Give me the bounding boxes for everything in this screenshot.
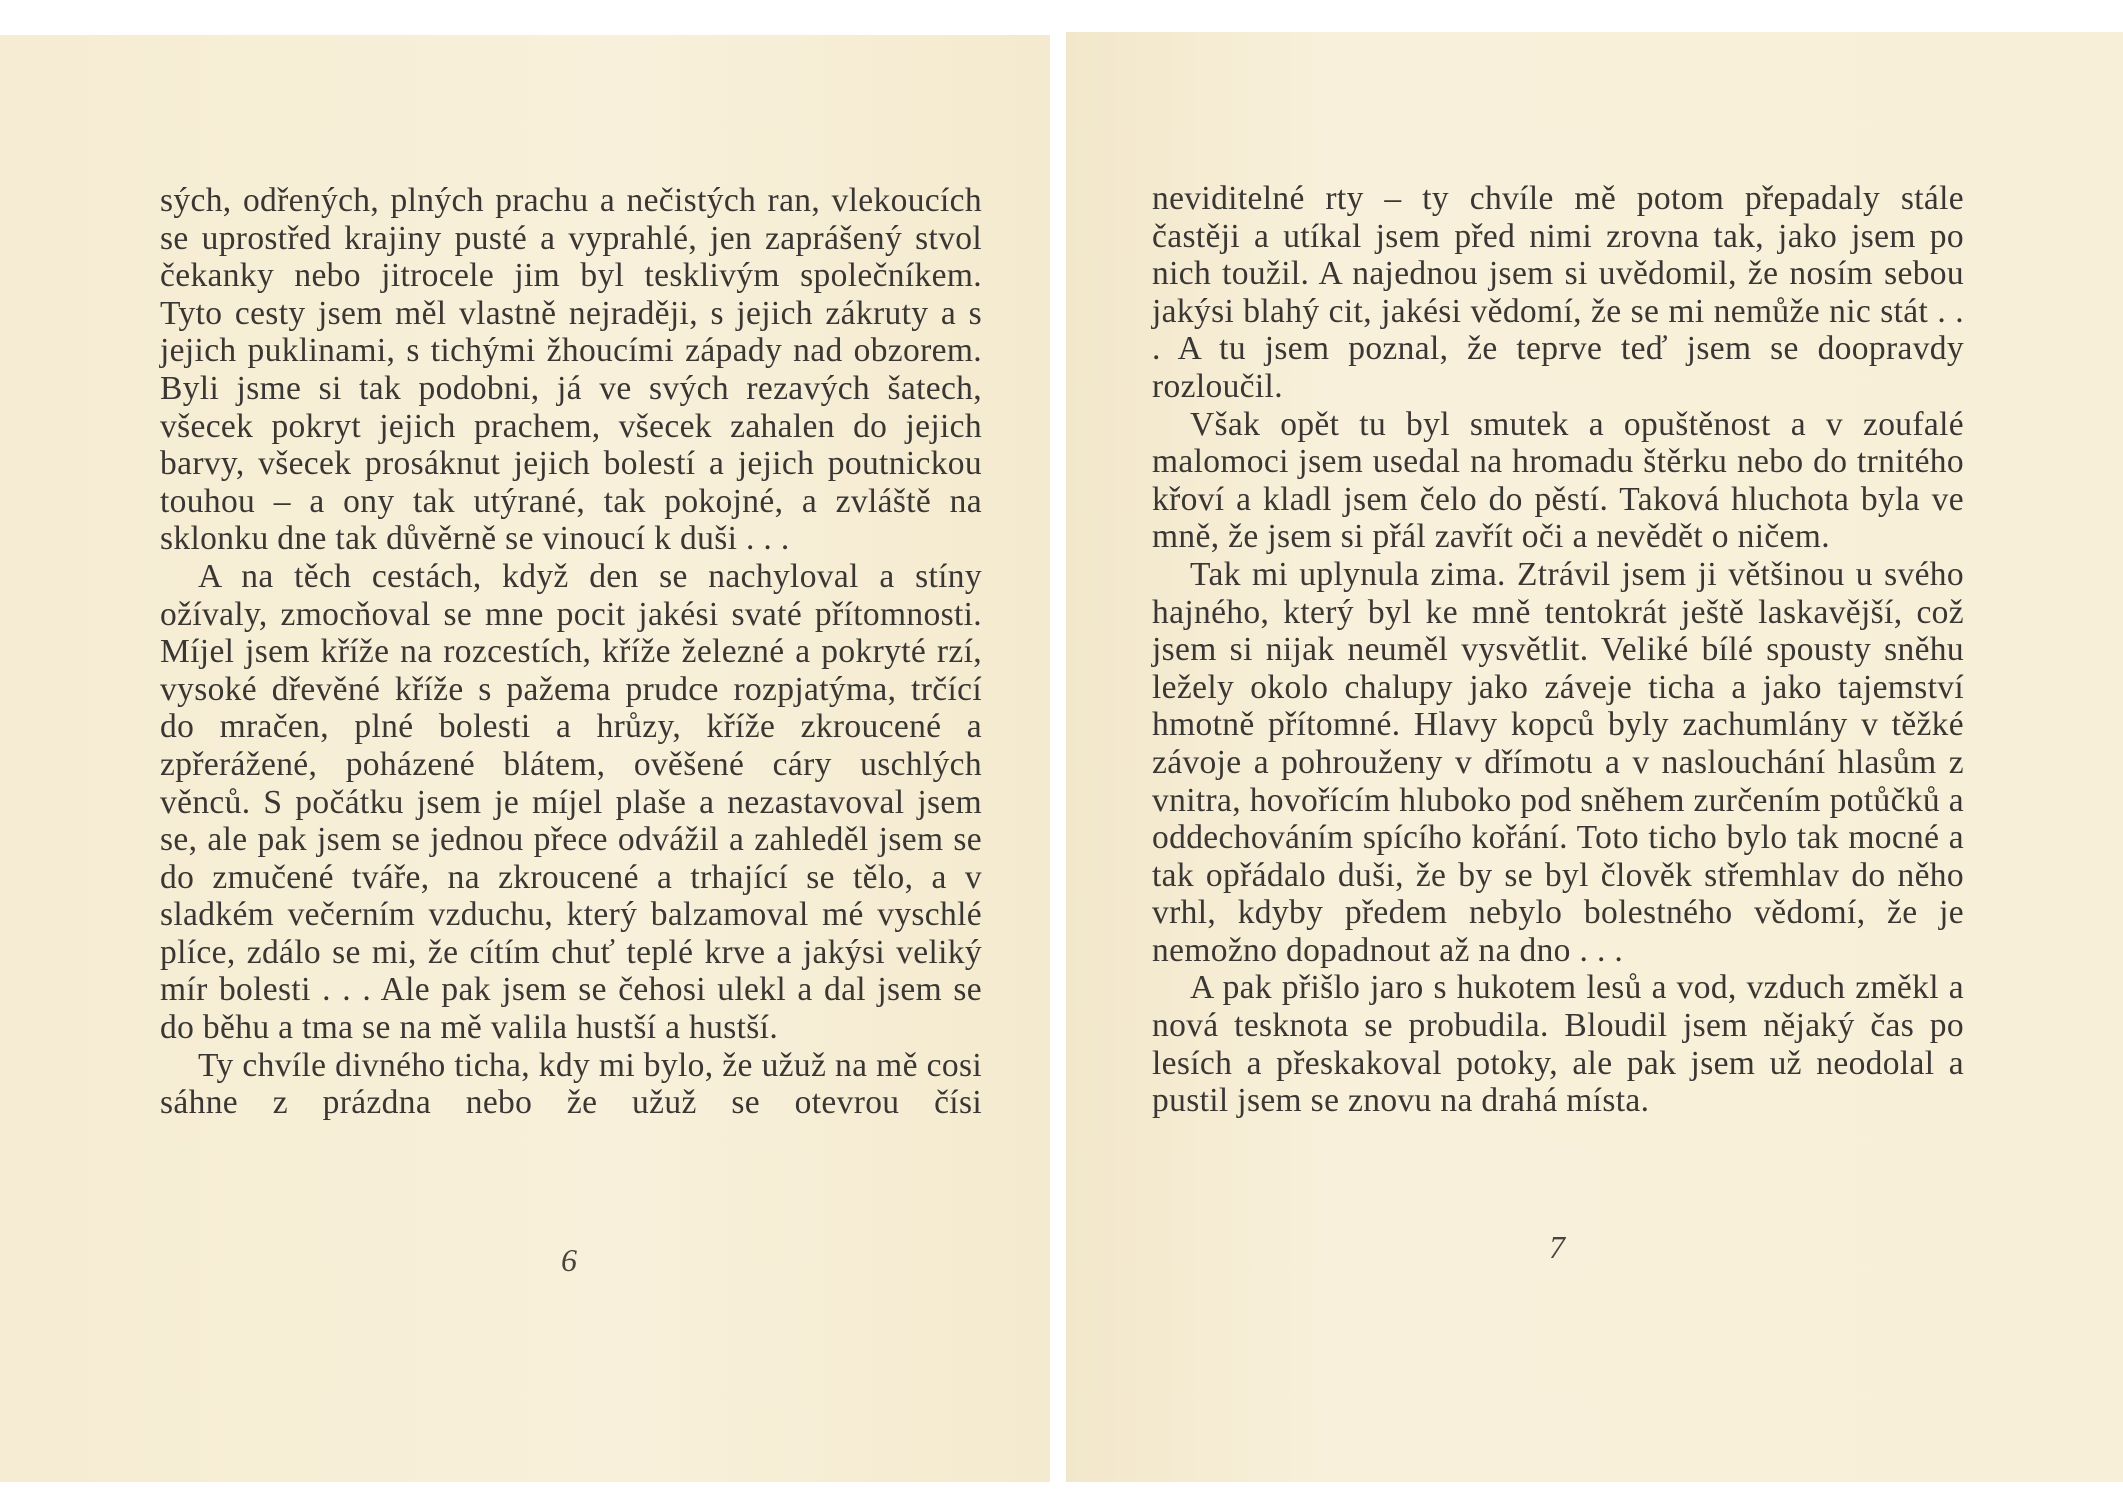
paragraph: Však opět tu byl smutek a opuštěnost a v zoufalé malomoci jsem usedal na hromadu štěrku nebo do trnitého křoví a kladl jsem čelo do pěstí. Taková hluchota byla ve mně, že jsem si přál zavřít oči a nevědět o ničem. — [1152, 405, 1964, 556]
left-page-text — [160, 182, 982, 1122]
left-page — [0, 35, 1050, 1500]
paragraph: sých, odřených, plných prachu a nečistých ran, vlekoucích se uprostřed krajiny pusté a vyprahlé, jen zaprášený stvol čekanky nebo jitrocele jim byl tesklivým společníkem. Tyto cesty jsem měl vlastně nejraději, s jejich zákruty a s jejich puklinami, s tichými žhoucími západy nad obzorem. Byli jsme si tak podobni, já ve svých rezavých šatech, všecek pokryt jejich prachem, všecek zahalen do jejich barvy, všecek prosáknut jejich bolestí a jejich poutnickou touhou – a ony tak utýrané, tak pokojné, a zvláště na sklonku dne tak důvěrně se vinoucí k duši . . . — [160, 182, 982, 558]
paragraph: neviditelné rty – ty chvíle mě potom přepadaly stále častěji a utíkal jsem před nimi zrovna tak, jako jsem po nich toužil. A najednou jsem si uvědomil, že nosím sebou jakýsi blahý cit, jakési vědomí, že se mi nemůže nic stát . . . A tu jsem poznal, že teprve teď jsem se doopravdy rozloučil. — [1152, 180, 1964, 405]
paragraph: Tak mi uplynula zima. Ztrávil jsem ji většinou u svého hajného, který byl ke mně tentokrát ještě laskavější, což jsem si nijak neuměl vysvětlit. Veliké bílé spousty sněhu ležely okolo chalupy jako záveje ticha a jako tajemství hmotně přítomné. Hlavy kopců byly zachumlány v těžké závoje a pohrouženy v dřímotu a v naslouchání hlasům z vnitra, hovořícím hluboko pod sněhem zurčením potůčků a oddechováním spícího kořání. Toto ticho bylo tak mocné a tak opřádalo duši, že by se byl člověk střemhlav do něho vrhl, kdyby předem nebylo bolestného vědomí, že je nemožno dopadnout až na dno . . . — [1152, 555, 1964, 969]
page-number: 7 — [1549, 1229, 1565, 1265]
paragraph: A na těch cestách, když den se nachyloval a stíny ožívaly, zmocňoval se mne pocit jakési svaté přítomnosti. Míjel jsem kříže na rozcestích, kříže železné a pokryté rzí, vysoké dřevěné kříže s pažema prudce rozpjatýma, trčící do mračen, plné bolesti a hrůzy, kříže zkroucené a zpřerážené, poházené blátem, ověšené cáry uschlých věnců. S počátku jsem je míjel plaše a nezastavoval jsem se, ale pak jsem se jednou přece odvážil a zahleděl jsem se do zmučené tváře, na zkroucené a trhající se tělo, a v sladkém večerním vzduchu, který balzamoval mé vyschlé plíce, zdálo se mi, že cítím chuť teplé krve a jakýsi veliký mír bolesti . . . Ale pak jsem se čehosi ulekl a dal jsem se do běhu a tma se na mě valila hustší a hustší. — [160, 557, 982, 1047]
scan-margin — [0, 1482, 2123, 1500]
right-page-text — [1152, 180, 1964, 1120]
paragraph: A pak přišlo jaro s hukotem lesů a vod, vzduch změkl a nová tesknota se probudila. Bloudil jsem nějaký čas po lesích a přeskakoval potoky, ale pak jsem už neodolal a pustil jsem se znovu na drahá místa. — [1152, 969, 1964, 1120]
right-page — [1066, 32, 2123, 1500]
page-number: 6 — [561, 1242, 577, 1278]
gutter — [1050, 0, 1066, 1500]
paragraph: Ty chvíle divného ticha, kdy mi bylo, že užuž na mě cosi sáhne z prázdna nebo že užuž se otevrou čísi — [160, 1046, 982, 1122]
